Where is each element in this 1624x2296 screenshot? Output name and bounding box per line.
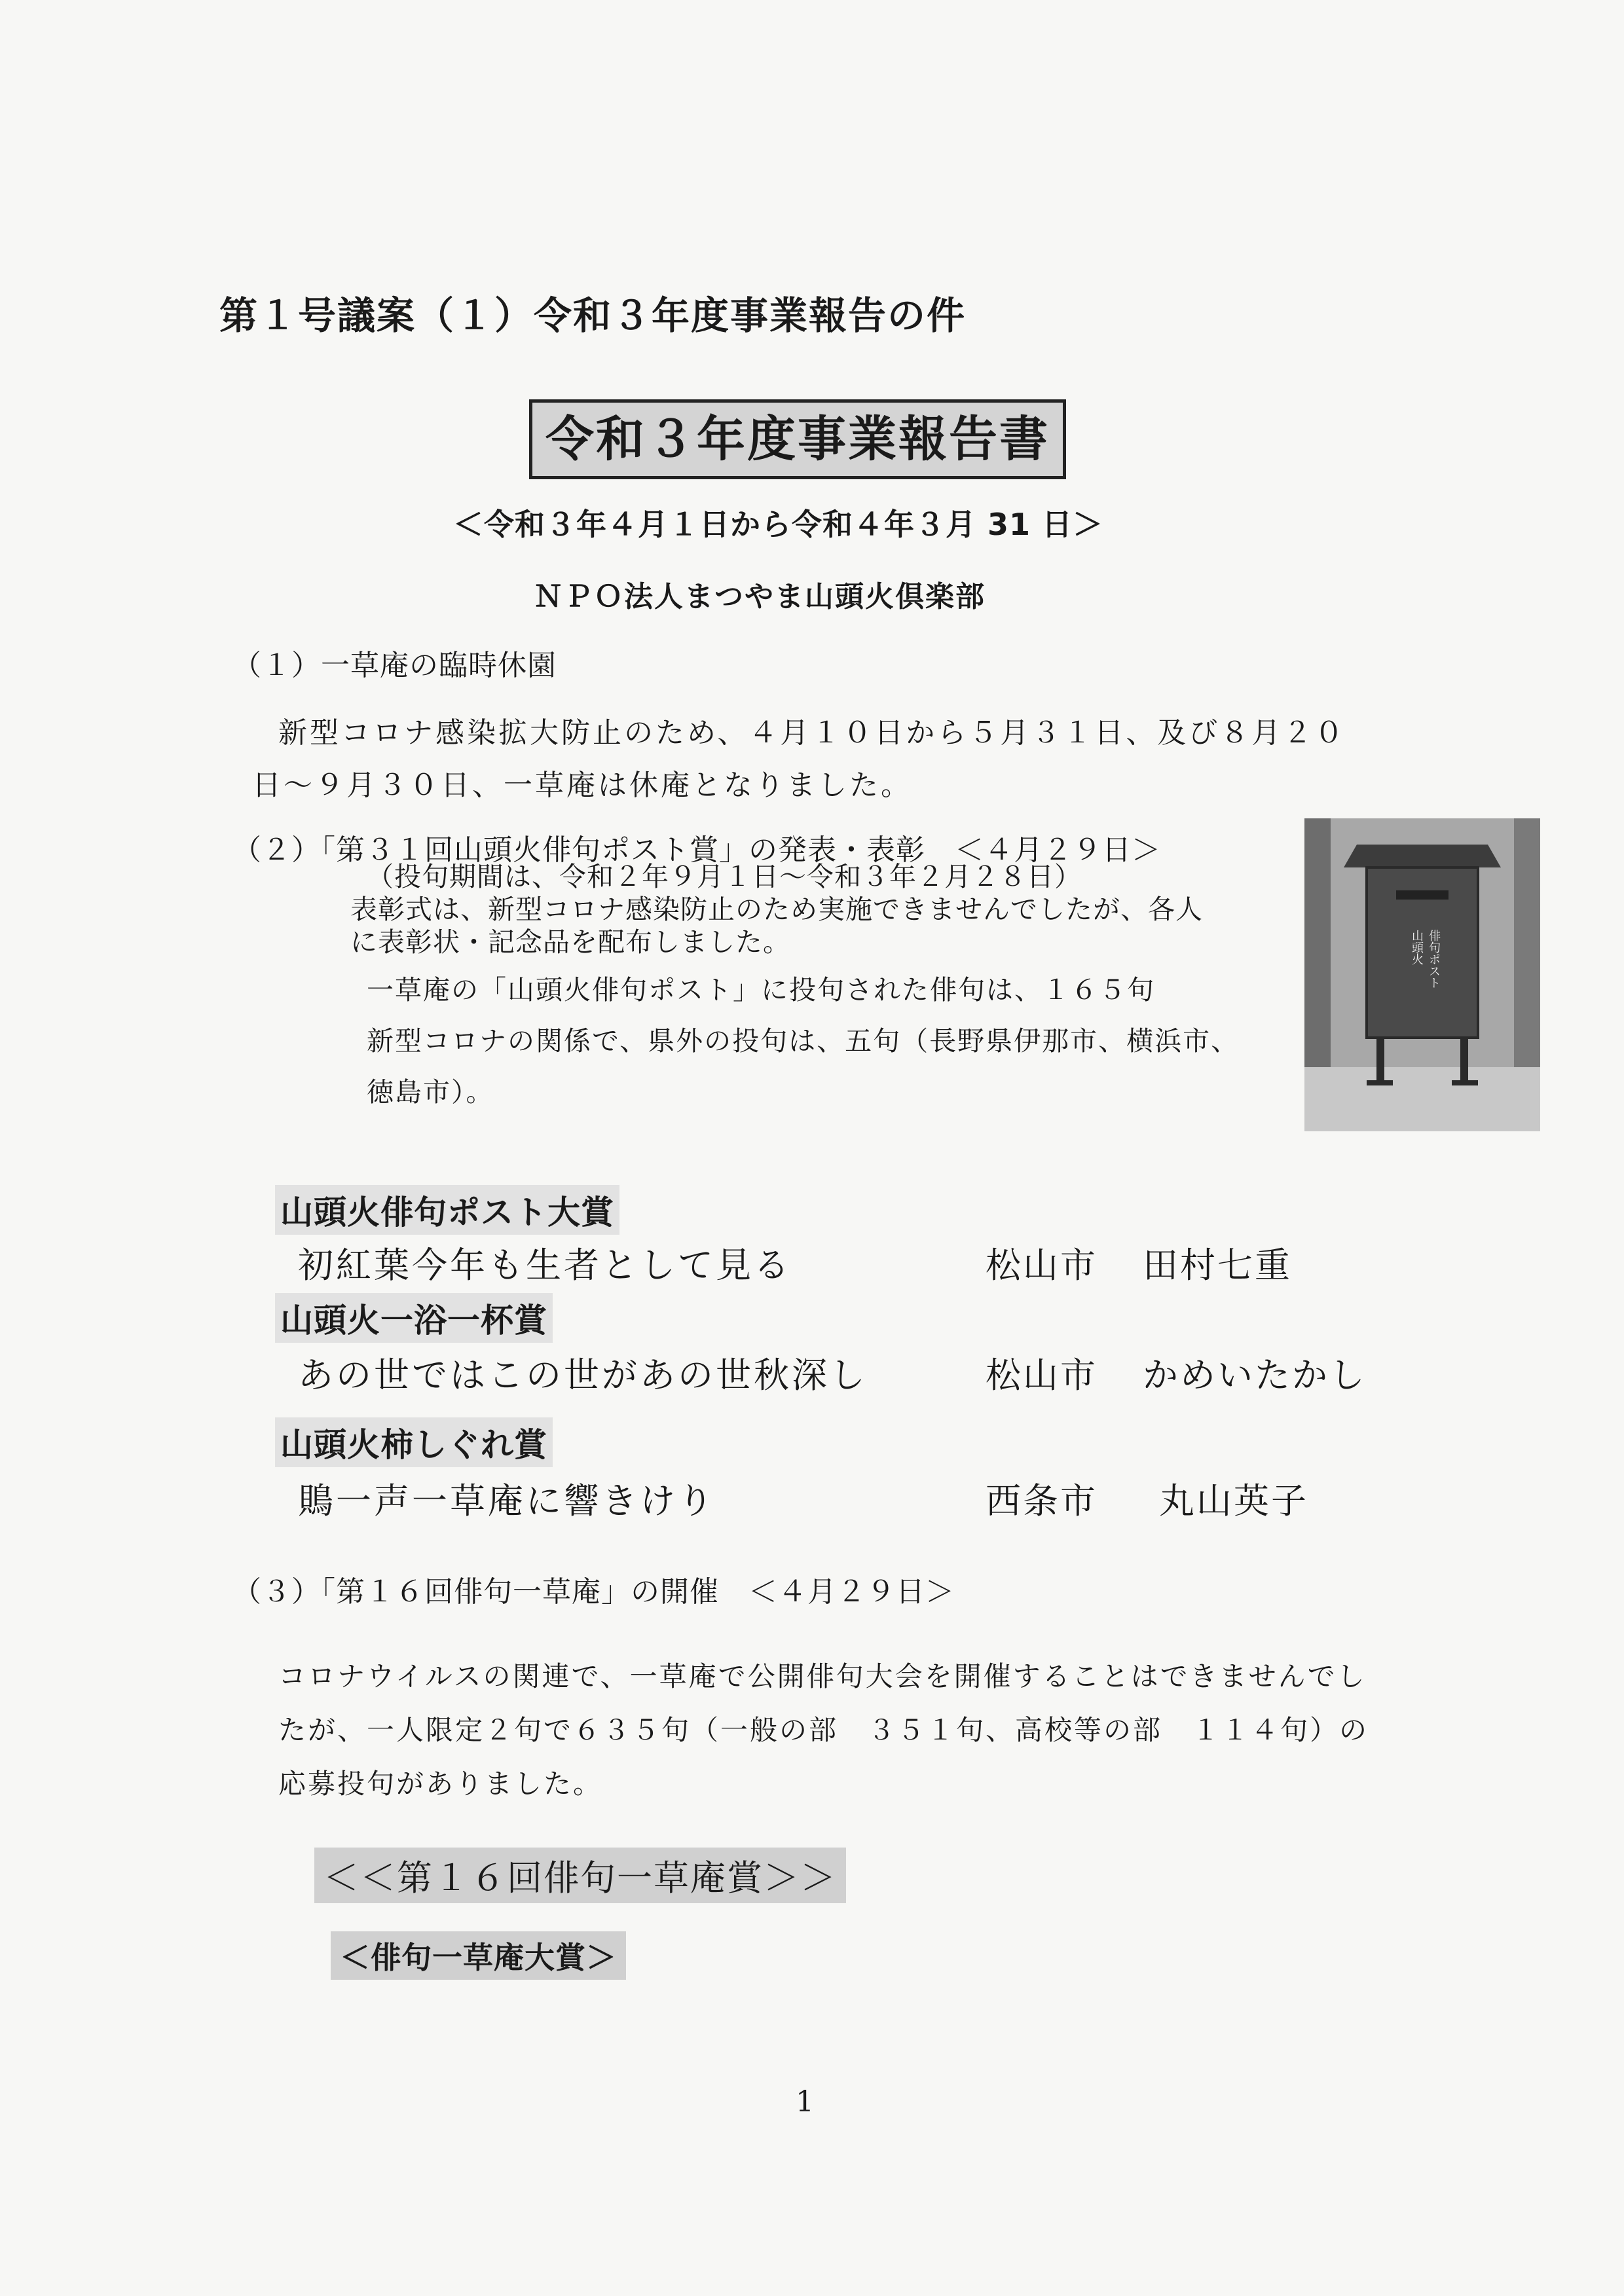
section2-note-2: 表彰式は、新型コロナ感染防止のため実施できませんでしたが、各人: [350, 894, 1203, 925]
section1-line-1: 新型コロナ感染拡大防止のため、４月１０日から５月３１日、及び８月２０: [278, 716, 1346, 750]
section2-body-3: 徳島市）。: [367, 1076, 494, 1108]
section1-heading: （１）一草庵の臨時休園: [232, 649, 557, 682]
section2-note-1: （投句期間は、令和２年９月１日～令和３年２月２８日）: [367, 861, 1082, 892]
award-haiku-3: 鵙一声一草庵に響きけり: [298, 1480, 716, 1522]
photo-sign-2: 俳句ポスト: [1427, 930, 1441, 989]
award-city-2: 松山市: [986, 1355, 1098, 1396]
award-title-3: 山頭火柿しぐれ賞: [275, 1417, 553, 1467]
award-city-1: 松山市: [986, 1245, 1098, 1286]
photo-sign-1: 山頭火: [1410, 930, 1424, 965]
report-title: 令和３年度事業報告書: [529, 399, 1066, 479]
award-title-1: 山頭火俳句ポスト大賞: [275, 1185, 619, 1235]
section2-body-2: 新型コロナの関係で、県外の投句は、五句（長野県伊那市、横浜市、: [367, 1025, 1240, 1057]
section3-heading: （３）「第１６回俳句一草庵」の開催 ＜４月２９日＞: [232, 1575, 955, 1609]
organization-name: ＮＰＯ法人まつやま山頭火倶楽部: [534, 580, 986, 613]
award-name-3: 丸山英子: [1159, 1480, 1308, 1522]
award-haiku-2: あの世ではこの世があの世秋深し: [298, 1355, 868, 1396]
section2-body-1: 一草庵の「山頭火俳句ポスト」に投句された俳句は、１６５句: [367, 974, 1155, 1006]
award-title-2: 山頭火一浴一杯賞: [275, 1293, 553, 1343]
haiku-post-illustration: [1304, 818, 1540, 1131]
report-period: ＜令和３年４月１日から令和４年３月 31 日＞: [453, 507, 1104, 542]
grand-prize-heading: ＜俳句一草庵大賞＞: [331, 1931, 626, 1980]
award-name-1: 田村七重: [1143, 1245, 1292, 1286]
award-city-3: 西条市: [986, 1480, 1098, 1522]
section1-line-2: 日～９月３０日、一草庵は休庵となりました。: [252, 769, 912, 802]
section2-heading: （２）「第３１回山頭火俳句ポスト賞」の発表・表彰 ＜４月２９日＞: [232, 833, 1161, 867]
section3-line-1: コロナウイルスの関連で、一草庵で公開俳句大会を開催することはできませんでし: [278, 1660, 1367, 1692]
agenda-title: 第１号議案（１）令和３年度事業報告の件: [219, 293, 967, 338]
prize-heading: ＜＜第１６回俳句一草庵賞＞＞: [314, 1848, 846, 1903]
award-haiku-1: 初紅葉今年も生者として見る: [298, 1245, 792, 1286]
section3-line-3: 応募投句がありました。: [278, 1768, 603, 1800]
section2-note-3: に表彰状・記念品を配布しました。: [350, 926, 790, 958]
page-number: 1: [796, 2085, 814, 2119]
haiku-post-photo: [1304, 818, 1540, 1131]
award-name-2: かめいたかし: [1143, 1355, 1367, 1396]
section3-line-2: たが、一人限定２句で６３５句（一般の部 ３５１句、高校等の部 １１４句）の: [278, 1714, 1369, 1746]
